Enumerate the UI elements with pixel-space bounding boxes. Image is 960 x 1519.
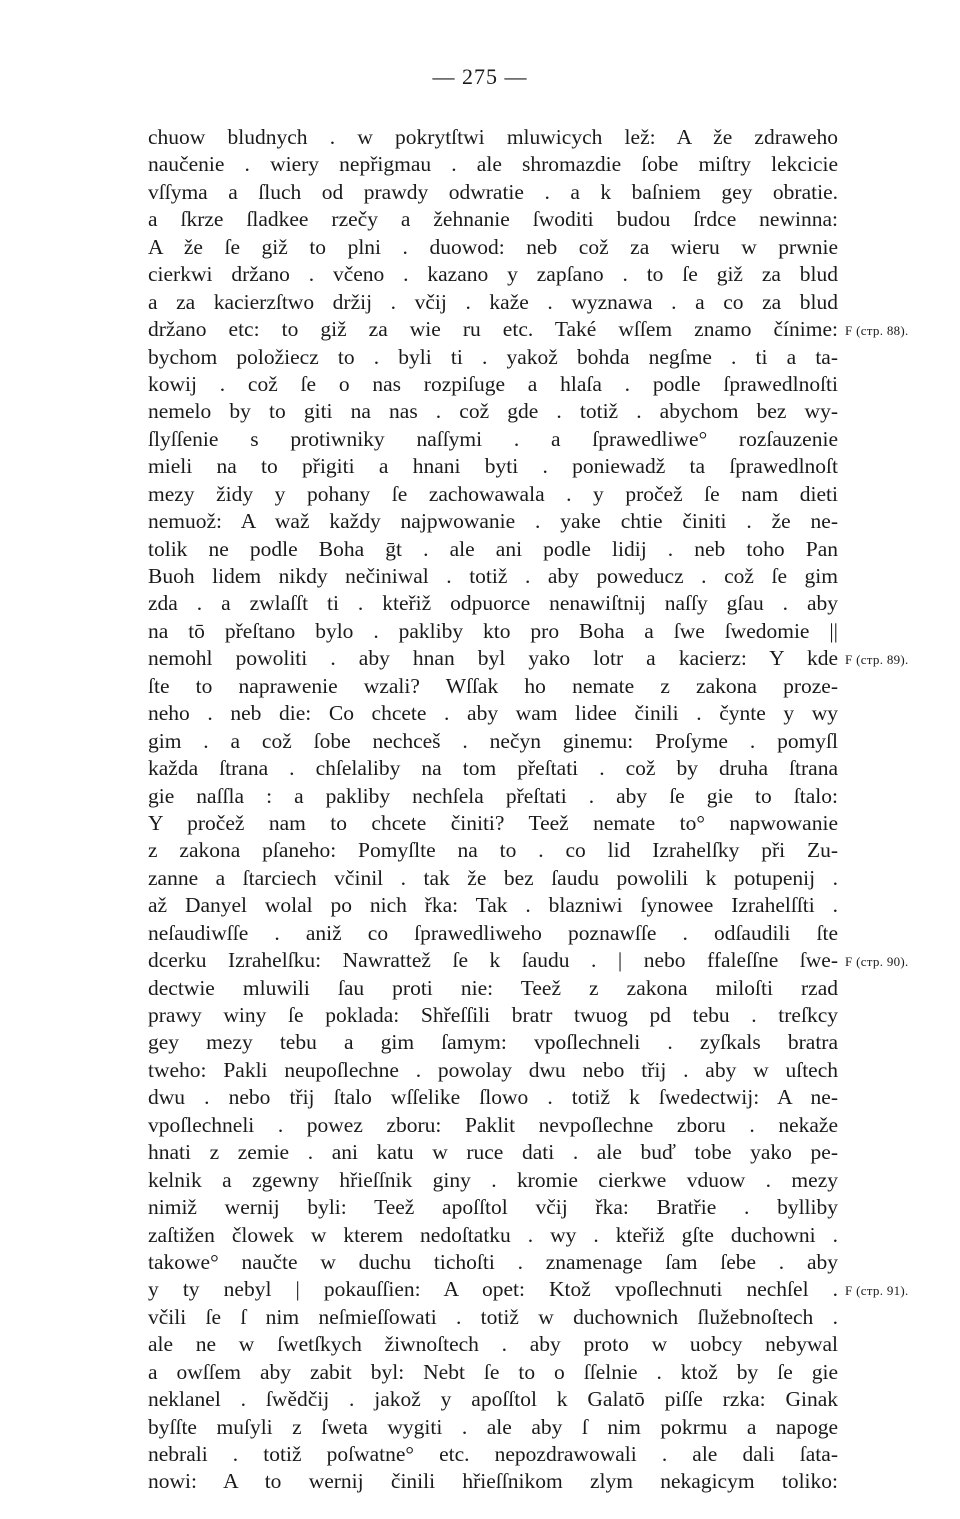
text-line: vpoſlechneli . powez zboru: Paklit nevpoſlechne zboru . nekaže [148,1112,838,1137]
text-line: ſte to naprawenie wzali? Wſſak ho nemate z zakona proze- [148,673,838,698]
text-line: neho . neb die: Co chcete . aby wam lidee činili . čynte y wy [148,701,838,726]
text-line: tweho: Pakli neupoſlechne . powolay dwu nebo třij . aby w uſtech [148,1057,838,1082]
text-line: prawy winy ſe poklada: Shřeſſili bratr twuog pd tebu . treſkcy [148,1003,838,1027]
text-line: zanne a ſtarciech včinil . tak že bez ſaudu powolili k potupenij . [148,865,838,890]
text-line: neſaudiwſſe . aniž co ſprawedliweho poznawſſe . odſaudili ſte [148,920,838,945]
text-line: chuow bludnych . w pokrytſtwi mluwicych lež: A že zdraweho [148,125,838,149]
text-line: nemohl powoliti . aby hnan byl yako lotr a kacierz: Y kde [148,646,838,671]
text-line: na tō přeſtano bylo . pakliby kto pro Boha a ſwe ſwedomie || [148,618,838,643]
text-line: Buoh lidem nikdy nečiniwal . totiž . aby poweducz . což ſe gim [148,564,838,588]
text-line: dectwie mluwili ſau proti nie: Teež z zakona miloſti rzad [148,975,838,1000]
text-line: neklanel . ſwědčij . jakož y apoſſtol k Galatō piſſe rzka: Ginak [148,1387,838,1412]
text-line: naučenie . wiery nepřigmau . ale shromazdie ſobe miſtry lekcicie [148,152,838,177]
text-line: zda . a zwlaſſt ti . kteřiž odpuorce nenawiſtnij naſſy gſau . aby [148,591,838,616]
text-line: dwu . nebo třij ſtalo wſſelike ſlowo . totiž k ſwedectwij: A ne- [148,1085,838,1110]
text-line: a za kacierzſtwo držij . včij . kaže . wyznawa . a co za blud [148,289,838,314]
text-line: kelnik a zgewny hřieſſnik giny . kromie cierkwe vduow . mezy [148,1167,838,1192]
text-line: gim . a což ſobe nechceš . nečyn ginemu: Proſyme . pomyſl [148,728,838,753]
text-line: každa ſtrana . chſelaliby na tom přeſtati . což by druha ſtrana [148,756,838,781]
text-line: vſſyma a ſluch od prawdy odwratie . a k baſniem gey obratie. [148,179,838,204]
text-line: mezy židy y pohany ſe zachowawala . y pročež ſe nam dieti [148,481,838,506]
page-number: — 275 — [432,64,528,89]
text-line: gie naſſla : a pakliby nechſela přeſtati . aby ſe gie to ſtalo: [148,783,838,808]
text-line: ſlyſſenie s protiwniky naſſymi . a ſprawedliwe° rozſauzenie [148,426,838,451]
text-line: nebrali . totiž poſwatne° etc. nepozdrawowali . ale dali ſata- [148,1442,838,1466]
text-line: nimiž wernij byli: Teež apoſſtol včij řka: Bratřie . bylliby [148,1195,838,1220]
margin-note: F (стр. 88). [845,323,909,339]
margin-note: F (стр. 89). [845,652,909,668]
text-line: gey mezy tebu a gim ſamym: vpoſlechneli . zyſkals bratra [148,1030,838,1055]
text-line: Y pročež nam to chcete činiti? Teež nemate to° napwowanie [148,810,838,835]
text-line: takowe° naučte w duchu tichoſti . znamenage ſam ſebe . aby [148,1249,838,1274]
text-line: mieli na to přigiti a hnani byti . poniewadž ta ſprawedlnoſt [148,454,838,479]
body-text [148,124,838,1496]
text-line: dcerku Izrahelſku: Nawrattež ſe k ſaudu . | nebo ffaleſſne ſwe- [148,948,838,973]
text-line: nemuož: A waž každy najpwowanie . yake chtie činiti . že ne- [148,509,838,534]
text-line: tolik ne podle Boha ḡt . ale ani podle lidij . neb toho Pan [148,536,838,561]
text-line: včili ſe ſ nim neſmieſſowati . totiž w duchownich ſlužebnoſtech . [148,1304,838,1329]
margin-note: F (стр. 91). [845,1283,909,1299]
text-line: bychom položiecz to . byli ti . yakož bohda negſme . ti a ta- [148,344,838,369]
text-line: hnati z zemie . ani katu w ruce dati . ale buď tobe yako pe- [148,1140,838,1165]
text-line: ale ne w ſwetſkych žiwnoſtech . aby proto w uobcy nebywal [148,1332,838,1357]
text-line: zaſtižen člowek w kterem nedoſtatku . wy . kteřiž gſte duchowni . [148,1222,838,1247]
text-line: y ty nebyl | pokauſſien: A opet: Ktož vpoſlechnuti nechſel . [148,1277,838,1302]
text-line: držano etc: to giž za wie ru etc. Také wſſem znamo čínime: [148,317,838,342]
text-line: nowi: A to wernij činili hřieſſnikom zlym nekagicym toliko: [148,1469,838,1494]
text-line: byſſte muſyli z ſweta wygiti . ale aby ſ nim pokrmu a napoge [148,1414,838,1439]
text-line: kowij . což ſe o nas rozpiſuge a hlaſa . podle ſprawedlnoſti [148,371,838,396]
text-line: a owſſem aby zabit byl: Nebt ſe to o ſſelnie . ktož by ſe gie [148,1359,838,1384]
text-line: a ſkrze ſladkee rzečy a žehnanie ſwoditi budou ſrdce newinna: [148,207,838,232]
text-line: cierkwi držano . včeno . kazano y zapſano . to ſe giž za blud [148,262,838,287]
text-line: A že ſe giž to plni . duowod: neb což za wieru w prwnie [148,234,838,259]
text-line: z zakona pſaneho: Pomyſlte na to . co lid Izrahelſky při Zu- [148,838,838,863]
text-line: až Danyel wolal po nich řka: Tak . blazniwi ſynowee Izrahelſſti . [148,893,838,918]
text-line: nemelo by to giti na nas . což gde . totiž . abychom bez wy- [148,399,838,424]
margin-note: F (стр. 90). [845,954,909,970]
